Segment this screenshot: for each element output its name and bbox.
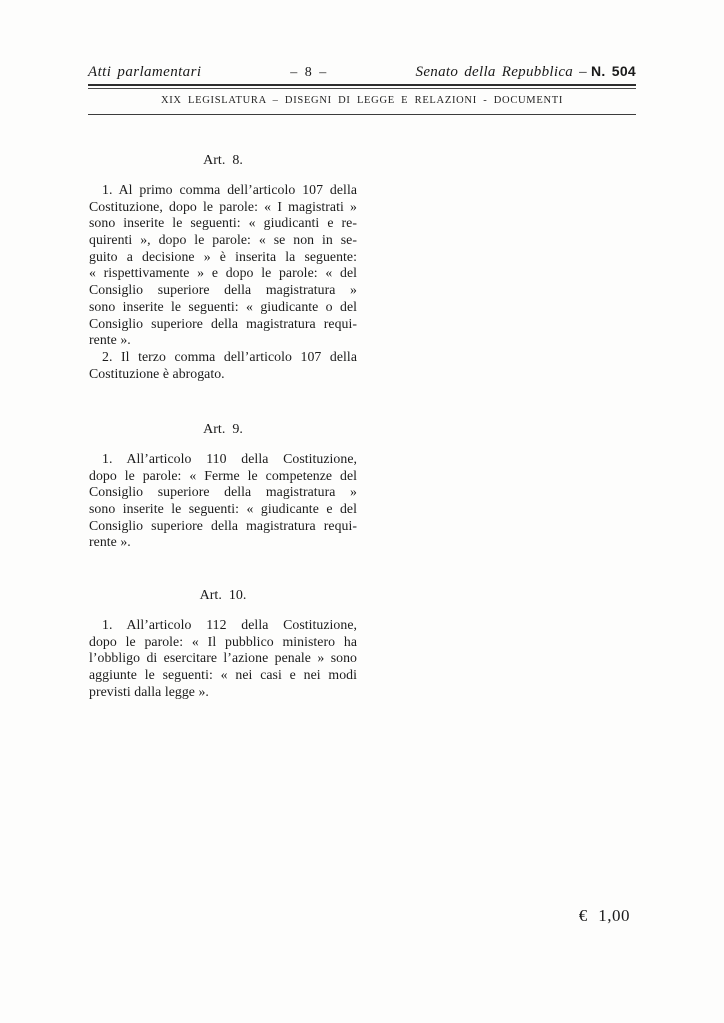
header-journal-title: Atti parlamentari xyxy=(88,64,202,80)
article-title: Art. 9. xyxy=(203,422,243,437)
text-line: guito a decisione » è inserita la seguente: xyxy=(89,248,357,264)
text-line: Consiglio superiore della magistratura requi- xyxy=(89,517,357,533)
article-title: Art. 8. xyxy=(203,153,243,168)
page-header xyxy=(88,63,636,81)
article-9 xyxy=(89,421,357,551)
text-line: Costituzione è abrogato. xyxy=(89,365,225,381)
text-line: previsti dalla legge ». xyxy=(89,683,209,699)
text-line: Consiglio superiore della magistratura requi- xyxy=(89,315,357,331)
paragraph xyxy=(89,182,357,349)
text-line: l’obbligo di esercitare l’azione penale » sono xyxy=(89,650,357,666)
text-line: « rispettivamente » e dopo le parole: « del xyxy=(89,265,357,281)
text-line: Consiglio superiore della magistratura » xyxy=(89,484,357,500)
paragraph xyxy=(89,617,357,700)
text-line: dopo le parole: « Ferme le competenze del xyxy=(89,467,357,483)
article-10 xyxy=(89,587,357,700)
text-line: sono inserite le seguenti: « giudicante o del xyxy=(89,298,357,314)
text-line: Costituzione, dopo le parole: « I magistrati » xyxy=(89,198,357,214)
paragraph xyxy=(89,349,357,382)
euro-symbol: € xyxy=(578,906,588,925)
header-chamber xyxy=(416,63,636,81)
header-single-rule xyxy=(88,114,636,115)
text-line: aggiunte le seguenti: « nei casi e nei modi xyxy=(89,667,357,683)
header-page-number: – 8 – xyxy=(290,65,327,80)
text-line: sono inserite le seguenti: « giudicante e del xyxy=(89,501,357,517)
paragraph xyxy=(89,451,357,551)
price-amount: 1,00 xyxy=(598,906,630,925)
text-line: Consiglio superiore della magistratura » xyxy=(89,282,357,298)
text-line: rente ». xyxy=(89,332,131,348)
legislature-line: XIX LEGISLATURA – DISEGNI DI LEGGE E RELAZIONI - DOCUMENTI xyxy=(160,95,564,106)
text-line: 1. All’articolo 110 della Costituzione, xyxy=(102,451,357,466)
article-title: Art. 10. xyxy=(199,588,247,603)
text-line: 2. Il terzo comma dell’articolo 107 della xyxy=(102,348,357,364)
text-line: 1. All’articolo 112 della Costituzione, xyxy=(102,617,357,632)
text-line: sono inserite le seguenti: « giudicanti e re- xyxy=(89,215,357,231)
article-8 xyxy=(89,152,357,382)
header-chamber-label: Senato della Repubblica – xyxy=(415,64,587,80)
text-line: quirenti », dopo le parole: « se non in se- xyxy=(89,232,357,248)
text-line: dopo le parole: « Il pubblico ministero ha xyxy=(89,633,357,649)
text-line: 1. Al primo comma dell’articolo 107 della xyxy=(102,182,357,197)
text-line: rente ». xyxy=(89,534,131,550)
header-doc-number: N. 504 xyxy=(590,63,636,79)
header-double-rule xyxy=(88,84,636,89)
price-label xyxy=(460,906,630,926)
